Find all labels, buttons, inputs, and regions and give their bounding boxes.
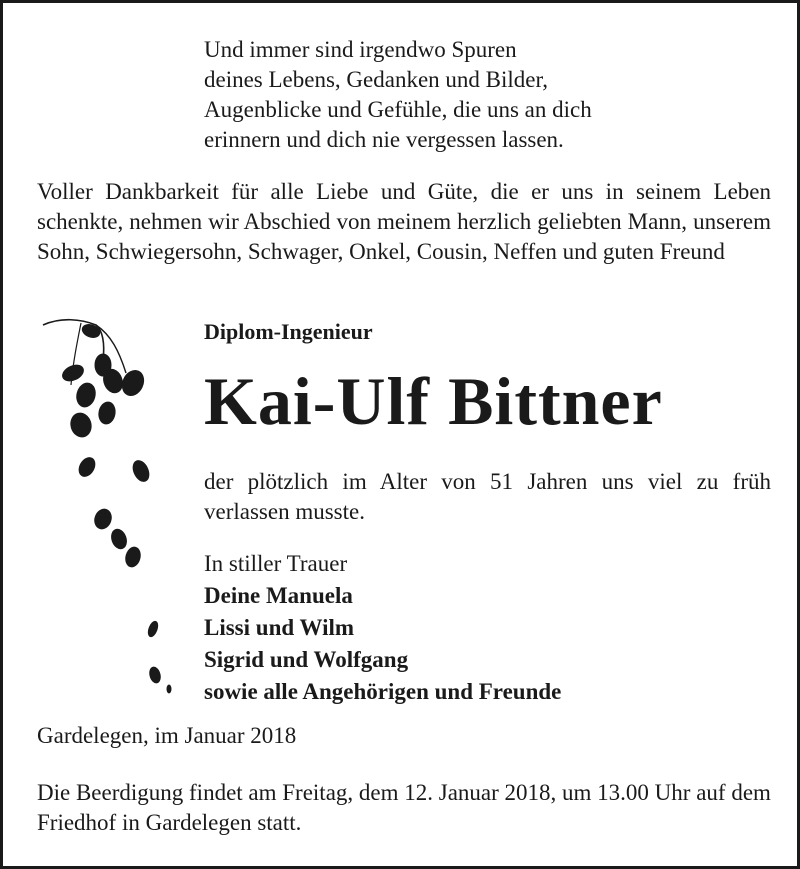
mourners-block (204, 548, 561, 708)
poem-line: erinnern und dich nie vergessen lassen. (204, 127, 564, 152)
funeral-info: Die Beerdigung findet am Freitag, dem 12. Januar 2018, um 13.00 Uhr auf dem Friedhof in Gardelegen statt. (37, 780, 771, 835)
mourner-name: sowie alle Angehörigen und Freunde (204, 679, 562, 704)
poem-line: Und immer sind irgendwo Spuren (204, 37, 517, 62)
poem-line: deines Lebens, Gedanken und Bilder, (204, 67, 548, 92)
mourners-heading: In stiller Trauer (204, 551, 348, 576)
age-statement: der plötzlich im Alter von 51 Jahren uns viel zu früh verlassen musste. (204, 469, 771, 524)
place-date: Gardelegen, im Januar 2018 (37, 723, 297, 748)
deceased-name: Kai-Ulf Bittner (204, 363, 663, 439)
mourner-name: Lissi und Wilm (204, 615, 355, 640)
poem-line: Augenblicke und Gefühle, die uns an dich (204, 97, 592, 122)
falling-leaves-icon (41, 313, 181, 703)
memorial-poem (204, 35, 592, 155)
mourner-name: Sigrid und Wolfgang (204, 647, 409, 672)
deceased-title: Diplom-Ingenieur (204, 319, 373, 344)
intro-paragraph: Voller Dankbarkeit für alle Liebe und Güte, die er uns in seinem Leben schenkte, nehmen wir Abschied von meinem herzlich geliebten Mann, unserem Sohn, Schwiegersohn, Schwager, Onkel, Cousin, Neffen und guten Freund (37, 179, 771, 264)
mourner-name: Deine Manuela (204, 583, 353, 608)
